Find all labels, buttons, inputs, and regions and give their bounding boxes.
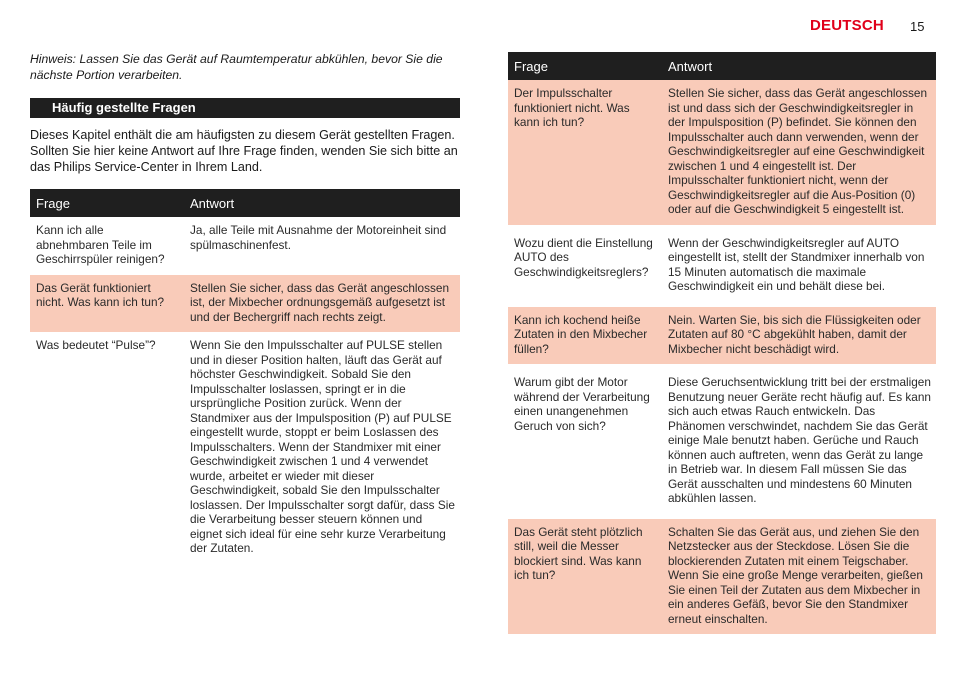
note-text: Hinweis: Lassen Sie das Gerät auf Raumtemperatur abkühlen, bevor Sie die nächste Portion verarbeiten. [30, 52, 443, 82]
table-row [508, 80, 936, 225]
faq-question: Wozu dient die Einstellung AUTO des Geschwindigkeitsreglers? [514, 235, 653, 279]
faq-question: Kann ich alle abnehmbaren Teile im Geschirrspüler reinigen? [36, 223, 165, 266]
table-header-row [30, 189, 460, 217]
table-row [508, 307, 936, 365]
table-header-row [508, 52, 936, 80]
header-answer: Antwort [662, 52, 936, 80]
faq-answer: Nein. Warten Sie, bis sich die Flüssigkeiten oder Zutaten auf 80 °C abgekühlt haben, damit der Mixbecher nicht beschädigt wird. [662, 307, 936, 365]
table-row [508, 230, 936, 302]
table-row [30, 275, 460, 333]
faq-answer: Schalten Sie das Gerät aus, und ziehen Sie den Netzstecker aus der Steckdose. Lösen Sie die blockierenden Zutaten mit einem Teigschaber. Wenn Sie eine große Menge verarbeiten, gießen Sie einen Teil der Zutaten aus dem Mixbecher in ein anderes Gefäß, bevor Sie den Standmixer erneut einschalten. [662, 519, 936, 635]
header-answer: Antwort [184, 189, 460, 217]
faq-question: Was bedeutet “Pulse”? [36, 338, 156, 352]
faq-question: Warum gibt der Motor während der Verarbeitung einen unangenehmen Geruch von sich? [514, 375, 650, 433]
table-row [30, 332, 460, 564]
faq-answer: Wenn der Geschwindigkeitsregler auf AUTO eingestellt ist, stellt der Standmixer innerhalb von 15 Minuten automatisch die maximale Geschwindigkeit ein und behält diese bei. [668, 235, 925, 293]
faq-answer: Wenn Sie den Impulsschalter auf PULSE stellen und in dieser Position halten, läuft das Gerät auf höchster Geschwindigkeit. Sobald Sie den Impulsschalter loslassen, springt er in die ursprüngliche Position zurück. Wenn der Standmixer aus der Impulsposition (P) auf PULSE eingestellt wurde, stoppt er beim Loslassen des Impulsschalters. Wenn der Standmixer mit einer Geschwindigkeit zwischen 1 und 4 verwendet wurde, arbeitet er wieder mit dieser Geschwindigkeit, sobald Sie den Impulsschalter loslassen. Der Impulsschalter sorgt dafür, dass Sie die Verarbeitung besser steuern können und eignet sich ideal für eine sehr kurze Verarbeitung der Zutaten. [190, 338, 455, 555]
faq-answer: Diese Geruchsentwicklung tritt bei der erstmaligen Benutzung neuer Geräte recht häufig auf. Es kann sich auch etwas Rauch entwickeln. Das Phänomen verschwindet, nachdem Sie das Gerät einige Male benutzt haben. Gerüche und Rauch können auch auftreten, wenn das Gerät zu lange in Betrieb war. In diesem Fall müssen Sie das Gerät ausschalten und mindestens 60 Minuten abkühlen lassen. [668, 375, 931, 505]
faq-answer: Stellen Sie sicher, dass das Gerät angeschlossen ist und dass sich der Geschwindigkeitsregler in der Impulsposition (P) befindet. Sie können den Impulsschalter auch dann verwenden, wenn der Geschwindigkeitsregler auf eine Geschwindigkeit zwischen 1 und 4 eingestellt ist. Der Impulsschalter funktioniert nicht, wenn der Geschwindigkeitsregler auf die Aus-Position (0) oder auf die Geschwindigkeit 5 eingestellt ist. [662, 80, 936, 225]
faq-question: Kann ich kochend heiße Zutaten in den Mixbecher füllen? [508, 307, 662, 365]
header-question: Frage [508, 52, 662, 80]
faq-question: Der Impulsschalter funktioniert nicht. Was kann ich tun? [508, 80, 662, 225]
intro-text: Dieses Kapitel enthält die am häufigsten zu diesem Gerät gestellten Fragen. Sollten Sie hier keine Antwort auf Ihre Frage finden, wenden Sie sich bitte an das Philips Service-Center in Ihrem Land. [30, 128, 458, 174]
language-label: DEUTSCH [810, 17, 884, 34]
header-question: Frage [30, 189, 184, 217]
table-row [30, 217, 460, 275]
faq-question: Das Gerät steht plötzlich still, weil die Messer blockiert sind. Was kann ich tun? [508, 519, 662, 635]
page-number: 15 [910, 19, 925, 34]
table-row [508, 519, 936, 635]
faq-answer: Ja, alle Teile mit Ausnahme der Motoreinheit sind spülmaschinenfest. [190, 223, 447, 252]
faq-table-left [30, 189, 460, 564]
faq-question: Das Gerät funktioniert nicht. Was kann ich tun? [30, 275, 184, 333]
right-column [508, 52, 936, 634]
left-column [30, 51, 460, 564]
section-title: Häufig gestellte Fragen [30, 98, 460, 118]
table-row [508, 369, 936, 514]
faq-table-right [508, 52, 936, 634]
faq-answer: Stellen Sie sicher, dass das Gerät angeschlossen ist, der Mixbecher ordnungsgemäß aufgesetzt ist und der Bechergriff nach rechts zeigt. [184, 275, 460, 333]
